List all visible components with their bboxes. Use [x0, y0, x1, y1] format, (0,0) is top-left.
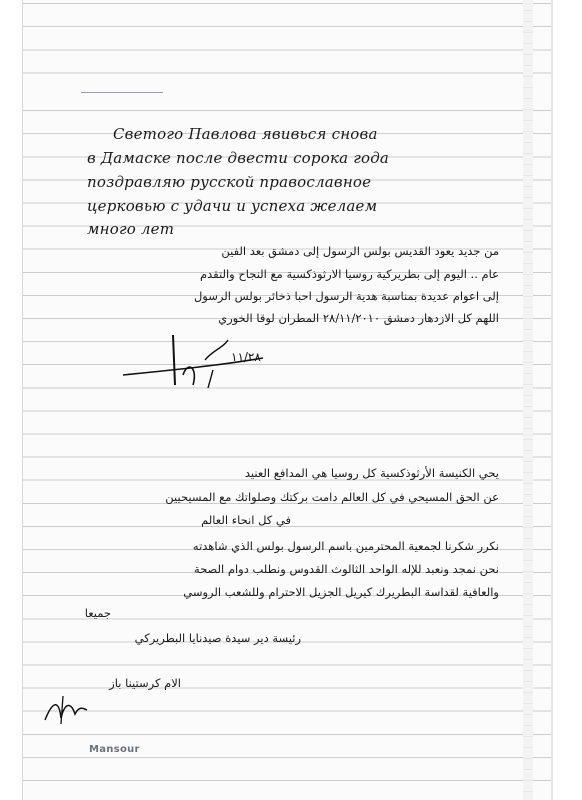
notebook-page — [22, 0, 551, 800]
russian-line-3: поздравляю русской православное — [87, 173, 372, 191]
arabic-bottom-line-6: والعافية لقداسة البطريرك كيريل الجزيل الاحترام وللشعب الروسي — [183, 585, 499, 599]
arabic-bottom-line-1: يحي الكنيسة الأرثوذكسية كل روسيا هي المدافع العنيد — [244, 466, 499, 480]
arabic-bottom-line-2: عن الحق المسيحي في كل العالم دامت بركتك وصلواتك مع المسيحيين — [165, 490, 499, 504]
signature-date: ١١/٢٨ — [231, 350, 261, 364]
header-rule — [81, 92, 163, 93]
arabic-bottom-line-3: في كل انحاء العالم — [201, 513, 291, 527]
russian-line-4: церковью с удачи и успеха желаем — [87, 197, 378, 215]
abbess-name: الام كرستينا باز — [109, 676, 181, 690]
russian-line-2: в Дамаске после двести сорока года — [87, 149, 390, 167]
arabic-top-line-3: إلى اعوام عديدة بمناسبة هدية الرسول احبا ذخائر بولس الرسول — [193, 289, 499, 303]
metropolitan-signature — [113, 330, 273, 400]
russian-line-5: много лет — [87, 220, 175, 238]
abbess-signature — [41, 690, 91, 730]
notebook-brand-logo: Mansour — [89, 744, 140, 755]
abbess-title: رئيسة دير سيدة صيدنايا البطريركي — [134, 631, 301, 645]
arabic-bottom-line-7: جميعا — [84, 606, 111, 620]
arabic-bottom-line-5: نحن نمجد ونعبد للإله الواحد الثالوث القدوس ونطلب دوام الصحة — [193, 562, 499, 576]
page-edge — [523, 0, 533, 800]
arabic-top-line-1: من جديد يعود القديس بولس الرسول إلى دمشق بعد الفين — [221, 244, 499, 258]
arabic-top-line-4: اللهم كل الازدهار دمشق ٢٨/١١/٢٠١٠ المطران لوقا الخوري — [218, 311, 499, 325]
russian-line-1: Светого Павлова явивься снова — [113, 125, 378, 143]
arabic-top-line-2: عام .. اليوم إلى بطريركية روسيا الارثوذكسية مع النجاح والتقدم — [200, 267, 499, 281]
arabic-bottom-line-4: نكرر شكرنا لجمعية المحترمين باسم الرسول بولس الذي شاهدته — [192, 539, 499, 553]
